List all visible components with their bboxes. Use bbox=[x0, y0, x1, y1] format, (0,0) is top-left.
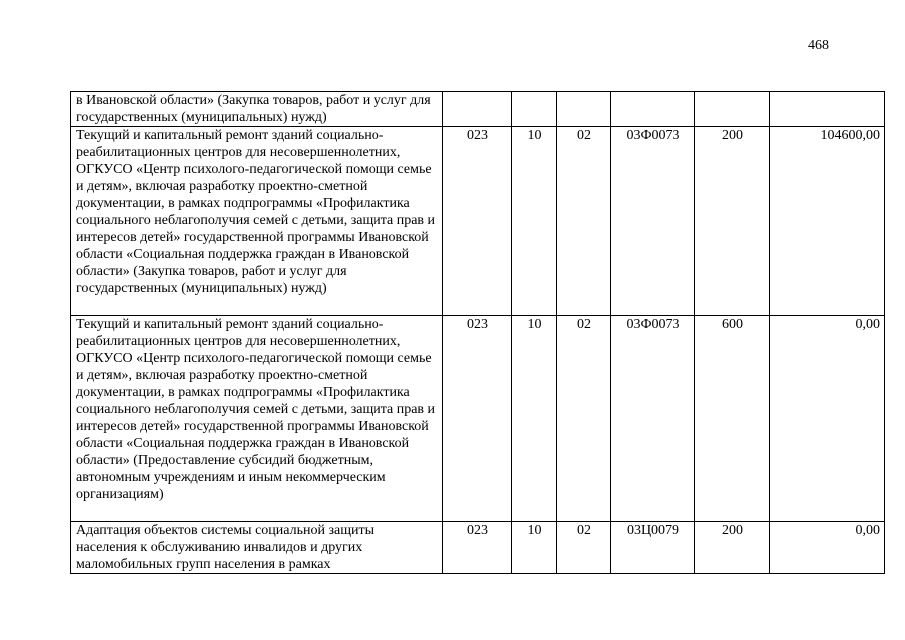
target-article-code bbox=[611, 92, 695, 127]
ministry-code bbox=[443, 92, 512, 127]
expense-type-code: 200 bbox=[695, 522, 770, 574]
target-article-code: 03Ф0073 bbox=[611, 316, 695, 522]
row-description: Адаптация объектов системы социальной защиты населения к обслуживанию инвалидов и других маломобильных групп населения в рамках bbox=[71, 522, 443, 574]
table-row bbox=[71, 127, 885, 316]
amount: 104600,00 bbox=[770, 127, 885, 316]
target-article-code: 03Ф0073 bbox=[611, 127, 695, 316]
row-description: Текущий и капитальный ремонт зданий социально-реабилитационных центров для несовершеннолетних, ОГКУСО «Центр психолого-педагогической помощи семье и детям», включая разработку проектно-сметной документации, в рамках подпрограммы «Профилактика социального неблагополучия семей с детьми, защита прав и интересов детей» государственной программы Ивановской области «Социальная поддержка граждан в Ивановской области» (Закупка товаров, работ и услуг для государственных (муниципальных) нужд) bbox=[71, 127, 443, 316]
expense-type-code: 200 bbox=[695, 127, 770, 316]
table-row bbox=[71, 522, 885, 574]
subsection-code: 02 bbox=[557, 127, 611, 316]
budget-table bbox=[70, 91, 885, 574]
section-code bbox=[512, 92, 557, 127]
expense-type-code: 600 bbox=[695, 316, 770, 522]
table-row bbox=[71, 92, 885, 127]
subsection-code: 02 bbox=[557, 316, 611, 522]
amount bbox=[770, 92, 885, 127]
section-code: 10 bbox=[512, 316, 557, 522]
row-description: в Ивановской области» (Закупка товаров, работ и услуг для государственных (муниципальных) нужд) bbox=[71, 92, 443, 127]
target-article-code: 03Ц0079 bbox=[611, 522, 695, 574]
row-description: Текущий и капитальный ремонт зданий социально-реабилитационных центров для несовершеннолетних, ОГКУСО «Центр психолого-педагогической помощи семье и детям», включая разработку проектно-сметной документации, в рамках подпрограммы «Профилактика социального неблагополучия семей с детьми, защита прав и интересов детей» государственной программы Ивановской области «Социальная поддержка граждан в Ивановской области» (Предоставление субсидий бюджетным, автономным учреждениям и иным некоммерческим организациям) bbox=[71, 316, 443, 522]
table-row bbox=[71, 316, 885, 522]
ministry-code: 023 bbox=[443, 522, 512, 574]
section-code: 10 bbox=[512, 127, 557, 316]
expense-type-code bbox=[695, 92, 770, 127]
amount: 0,00 bbox=[770, 522, 885, 574]
subsection-code: 02 bbox=[557, 522, 611, 574]
section-code: 10 bbox=[512, 522, 557, 574]
page-number: 468 bbox=[808, 38, 829, 53]
ministry-code: 023 bbox=[443, 316, 512, 522]
ministry-code: 023 bbox=[443, 127, 512, 316]
amount: 0,00 bbox=[770, 316, 885, 522]
subsection-code bbox=[557, 92, 611, 127]
